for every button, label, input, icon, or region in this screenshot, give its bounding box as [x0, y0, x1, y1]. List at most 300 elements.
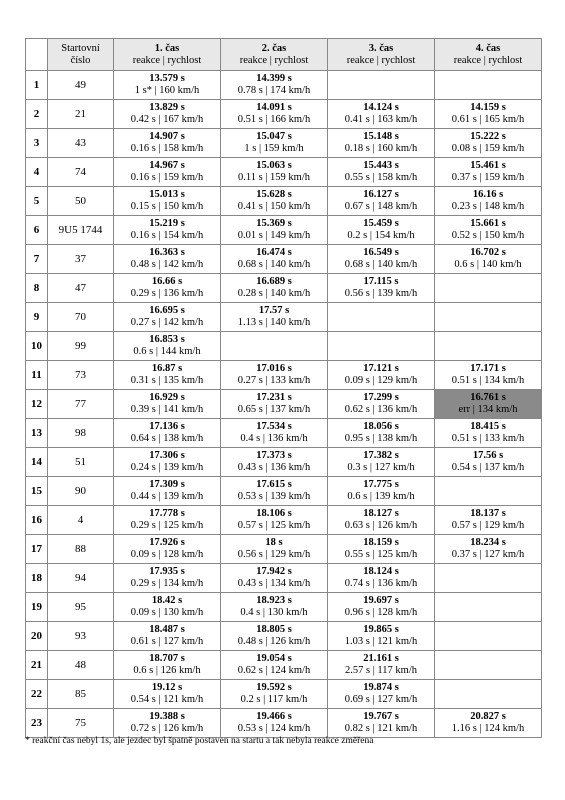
- run-3-cell: [328, 274, 435, 303]
- run-time: 19.874 s: [363, 682, 399, 693]
- run-1-cell: [114, 274, 221, 303]
- run-1-cell: [114, 593, 221, 622]
- run-reaction-speed: 0.64 s | 138 km/h: [130, 433, 204, 444]
- run-time: 19.388 s: [149, 711, 185, 722]
- run-time: 17.534 s: [256, 421, 292, 432]
- rank-cell: 17: [26, 535, 48, 564]
- run-4-cell: [435, 448, 542, 477]
- table-row: [26, 216, 542, 245]
- run-4-cell: [435, 477, 542, 506]
- run-1-cell: [114, 564, 221, 593]
- start-number-cell: 75: [48, 709, 114, 738]
- run-2-cell: [221, 158, 328, 187]
- run-reaction-speed: 0.96 s | 128 km/h: [344, 607, 418, 618]
- table-row: [26, 187, 542, 216]
- run-3-cell: [328, 419, 435, 448]
- rank-cell: 5: [26, 187, 48, 216]
- run-1-cell: [114, 71, 221, 100]
- run-time: 18.234 s: [470, 537, 506, 548]
- run-time: 16.929 s: [149, 392, 185, 403]
- run-2-cell: [221, 187, 328, 216]
- run-2-cell: [221, 390, 328, 419]
- run-2-cell: [221, 680, 328, 709]
- run-reaction-speed: 0.27 s | 142 km/h: [130, 317, 204, 328]
- run-1-cell: [114, 129, 221, 158]
- run-3-cell: [328, 216, 435, 245]
- run-reaction-speed: 0.65 s | 137 km/h: [237, 404, 311, 415]
- run-1-cell: [114, 187, 221, 216]
- run-reaction-speed: 0.67 s | 148 km/h: [344, 201, 418, 212]
- run-time: 18 s: [265, 537, 283, 548]
- run-4-cell: [435, 535, 542, 564]
- run-reaction-speed: 0.44 s | 139 km/h: [130, 491, 204, 502]
- run-3-cell: [328, 129, 435, 158]
- run-1-cell: [114, 535, 221, 564]
- run-4-cell: [435, 361, 542, 390]
- table-row: [26, 477, 542, 506]
- run-reaction-speed: 0.72 s | 126 km/h: [130, 723, 204, 734]
- run-reaction-speed: 0.51 s | 166 km/h: [237, 114, 311, 125]
- run-3-cell: [328, 448, 435, 477]
- run-3-cell: [328, 158, 435, 187]
- run-reaction-speed: 0.62 s | 124 km/h: [237, 665, 311, 676]
- run-time: 17.775 s: [363, 479, 399, 490]
- run-time: 16.853 s: [149, 334, 185, 345]
- run-time: 16.695 s: [149, 305, 185, 316]
- start-number-cell: 99: [48, 332, 114, 361]
- run-4-cell: [435, 332, 542, 361]
- run-3-cell: [328, 303, 435, 332]
- run-reaction-speed: 1.16 s | 124 km/h: [451, 723, 525, 734]
- start-number-cell: 9U5 1744: [48, 216, 114, 245]
- run-time: 19.865 s: [363, 624, 399, 635]
- run-reaction-speed: 0.4 s | 130 km/h: [240, 607, 308, 618]
- rank-cell: 4: [26, 158, 48, 187]
- run-1-cell: [114, 651, 221, 680]
- run-1-cell: [114, 361, 221, 390]
- run-reaction-speed: 0.6 s | 126 km/h: [133, 665, 201, 676]
- run-2-cell: [221, 216, 328, 245]
- run-time: 15.047 s: [256, 131, 292, 142]
- rank-cell: 7: [26, 245, 48, 274]
- rank-cell: 3: [26, 129, 48, 158]
- run-time: 16.474 s: [256, 247, 292, 258]
- rank-cell: 18: [26, 564, 48, 593]
- run-time: 17.171 s: [470, 363, 506, 374]
- run-reaction-speed: 1.13 s | 140 km/h: [237, 317, 311, 328]
- run-time: 15.661 s: [470, 218, 506, 229]
- run-time: 19.697 s: [363, 595, 399, 606]
- table-row: [26, 622, 542, 651]
- run-reaction-speed: 0.37 s | 127 km/h: [451, 549, 525, 560]
- run-reaction-speed: 0.53 s | 124 km/h: [237, 723, 311, 734]
- run-time: 18.127 s: [363, 508, 399, 519]
- run-time: 17.016 s: [256, 363, 292, 374]
- run-1-cell: [114, 332, 221, 361]
- rank-cell: 14: [26, 448, 48, 477]
- rank-header: [26, 39, 48, 71]
- run-reaction-speed: 0.61 s | 127 km/h: [130, 636, 204, 647]
- run-reaction-speed: 0.29 s | 136 km/h: [130, 288, 204, 299]
- table-row: [26, 593, 542, 622]
- run-2-cell: [221, 651, 328, 680]
- run-4-cell: [435, 245, 542, 274]
- run-time: 14.124 s: [363, 102, 399, 113]
- start-number-cell: 90: [48, 477, 114, 506]
- run-1-cell: [114, 680, 221, 709]
- run-1-header: 1. čas reakce | rychlost: [114, 39, 221, 71]
- run-1-cell: [114, 622, 221, 651]
- run-time: 16.363 s: [149, 247, 185, 258]
- run-4-cell: [435, 129, 542, 158]
- start-number-cell: 73: [48, 361, 114, 390]
- run-reaction-speed: 0.16 s | 154 km/h: [130, 230, 204, 241]
- start-number-cell: 51: [48, 448, 114, 477]
- rank-cell: 21: [26, 651, 48, 680]
- run-reaction-speed: 0.74 s | 136 km/h: [344, 578, 418, 589]
- start-number-cell: 4: [48, 506, 114, 535]
- run-reaction-speed: 0.6 s | 140 km/h: [454, 259, 522, 270]
- run-3-cell: [328, 361, 435, 390]
- run-4-cell: [435, 187, 542, 216]
- run-time: 19.466 s: [256, 711, 292, 722]
- run-time: 19.054 s: [256, 653, 292, 664]
- run-4-cell: [435, 158, 542, 187]
- run-reaction-speed: 0.55 s | 158 km/h: [344, 172, 418, 183]
- run-4-cell: [435, 216, 542, 245]
- results-table: [25, 38, 542, 738]
- run-reaction-speed: 0.43 s | 136 km/h: [237, 462, 311, 473]
- run-reaction-speed: 0.42 s | 167 km/h: [130, 114, 204, 125]
- rank-cell: 13: [26, 419, 48, 448]
- run-reaction-speed: 0.01 s | 149 km/h: [237, 230, 311, 241]
- run-time: 16.761 s: [470, 392, 506, 403]
- run-time: 13.829 s: [149, 102, 185, 113]
- run-3-cell: [328, 390, 435, 419]
- start-number-cell: 49: [48, 71, 114, 100]
- run-time: 15.461 s: [470, 160, 506, 171]
- run-time: 15.369 s: [256, 218, 292, 229]
- run-reaction-speed: 0.09 s | 128 km/h: [130, 549, 204, 560]
- run-3-cell: [328, 187, 435, 216]
- run-reaction-speed: 0.29 s | 125 km/h: [130, 520, 204, 531]
- run-reaction-speed: 0.43 s | 134 km/h: [237, 578, 311, 589]
- run-2-cell: [221, 593, 328, 622]
- run-reaction-speed: 0.56 s | 139 km/h: [344, 288, 418, 299]
- run-time: 17.299 s: [363, 392, 399, 403]
- start-number-cell: 93: [48, 622, 114, 651]
- run-reaction-speed: 0.61 s | 165 km/h: [451, 114, 525, 125]
- run-1-cell: [114, 448, 221, 477]
- run-reaction-speed: 0.53 s | 139 km/h: [237, 491, 311, 502]
- table-row: [26, 680, 542, 709]
- table-row: [26, 448, 542, 477]
- start-number-cell: 37: [48, 245, 114, 274]
- run-time: 15.628 s: [256, 189, 292, 200]
- run-4-cell: [435, 564, 542, 593]
- start-number-cell: 94: [48, 564, 114, 593]
- start-number-cell: 70: [48, 303, 114, 332]
- run-1-cell: [114, 216, 221, 245]
- run-3-cell: [328, 332, 435, 361]
- rank-cell: 19: [26, 593, 48, 622]
- run-time: 14.399 s: [256, 73, 292, 84]
- run-3-cell: [328, 506, 435, 535]
- run-reaction-speed: 0.41 s | 163 km/h: [344, 114, 418, 125]
- rank-cell: 11: [26, 361, 48, 390]
- run-reaction-speed: 0.48 s | 126 km/h: [237, 636, 311, 647]
- run-reaction-speed: 0.68 s | 140 km/h: [237, 259, 311, 270]
- run-time: 17.121 s: [363, 363, 399, 374]
- run-time: 18.124 s: [363, 566, 399, 577]
- run-time: 17.926 s: [149, 537, 185, 548]
- run-reaction-speed: 0.68 s | 140 km/h: [344, 259, 418, 270]
- footnote: * reakční čas nebyl 1s, ale jezdec byl špatně postaven na startu a tak nebyla reakce změřena: [25, 736, 374, 746]
- run-3-cell: [328, 593, 435, 622]
- run-reaction-speed: 2.57 s | 117 km/h: [344, 665, 417, 676]
- start-number-cell: 48: [48, 651, 114, 680]
- run-time: 16.127 s: [363, 189, 399, 200]
- run-1-cell: [114, 390, 221, 419]
- run-time: 19.592 s: [256, 682, 292, 693]
- table-row: [26, 245, 542, 274]
- start-number-cell: 47: [48, 274, 114, 303]
- table-row: [26, 564, 542, 593]
- run-time: 18.707 s: [149, 653, 185, 664]
- run-2-cell: [221, 564, 328, 593]
- run-reaction-speed: 0.16 s | 158 km/h: [130, 143, 204, 154]
- run-2-cell: [221, 129, 328, 158]
- table-row: [26, 100, 542, 129]
- table-row: [26, 535, 542, 564]
- run-3-cell: [328, 709, 435, 738]
- run-1-cell: [114, 506, 221, 535]
- run-reaction-speed: 0.37 s | 159 km/h: [451, 172, 525, 183]
- rank-cell: 6: [26, 216, 48, 245]
- run-reaction-speed: 0.55 s | 125 km/h: [344, 549, 418, 560]
- run-time: 16.16 s: [472, 189, 504, 200]
- run-1-cell: [114, 709, 221, 738]
- run-reaction-speed: 0.31 s | 135 km/h: [130, 375, 204, 386]
- run-2-cell: [221, 100, 328, 129]
- start-number-header: Startovní číslo: [48, 39, 114, 71]
- run-2-cell: [221, 709, 328, 738]
- run-time: 14.159 s: [470, 102, 506, 113]
- run-reaction-speed: 0.56 s | 129 km/h: [237, 549, 311, 560]
- run-time: 17.136 s: [149, 421, 185, 432]
- rank-cell: 8: [26, 274, 48, 303]
- run-time: 19.767 s: [363, 711, 399, 722]
- start-number-cell: 43: [48, 129, 114, 158]
- run-4-cell: [435, 71, 542, 100]
- run-time: 15.219 s: [149, 218, 185, 229]
- run-time: 17.56 s: [472, 450, 504, 461]
- run-reaction-speed: 0.3 s | 127 km/h: [347, 462, 415, 473]
- run-time: 15.148 s: [363, 131, 399, 142]
- run-reaction-speed: 0.6 s | 139 km/h: [347, 491, 415, 502]
- rank-cell: 10: [26, 332, 48, 361]
- run-time: 14.967 s: [149, 160, 185, 171]
- run-2-cell: [221, 274, 328, 303]
- rank-cell: 9: [26, 303, 48, 332]
- rank-cell: 23: [26, 709, 48, 738]
- run-reaction-speed: 0.95 s | 138 km/h: [344, 433, 418, 444]
- run-3-cell: [328, 564, 435, 593]
- run-time: 17.778 s: [149, 508, 185, 519]
- run-reaction-speed: 0.57 s | 129 km/h: [451, 520, 525, 531]
- run-reaction-speed: 0.51 s | 134 km/h: [451, 375, 525, 386]
- table-row: [26, 71, 542, 100]
- run-reaction-speed: 0.62 s | 136 km/h: [344, 404, 418, 415]
- run-3-cell: [328, 680, 435, 709]
- start-number-cell: 98: [48, 419, 114, 448]
- run-1-cell: [114, 100, 221, 129]
- run-reaction-speed: 0.18 s | 160 km/h: [344, 143, 418, 154]
- run-3-cell: [328, 100, 435, 129]
- table-row: [26, 651, 542, 680]
- run-time: 17.615 s: [256, 479, 292, 490]
- table-row: [26, 332, 542, 361]
- run-reaction-speed: 0.24 s | 139 km/h: [130, 462, 204, 473]
- table-row: [26, 390, 542, 419]
- run-4-header: 4. čas reakce | rychlost: [435, 39, 542, 71]
- rank-cell: 2: [26, 100, 48, 129]
- run-3-cell: [328, 477, 435, 506]
- run-time: 21.161 s: [363, 653, 399, 664]
- run-time: 17.115 s: [363, 276, 399, 287]
- run-1-cell: [114, 158, 221, 187]
- run-time: 16.66 s: [151, 276, 183, 287]
- run-time: 19.12 s: [151, 682, 183, 693]
- table-row: [26, 361, 542, 390]
- run-1-cell: [114, 419, 221, 448]
- run-time: 14.907 s: [149, 131, 185, 142]
- run-reaction-speed: 0.2 s | 154 km/h: [347, 230, 415, 241]
- table-row: [26, 129, 542, 158]
- run-3-cell: [328, 535, 435, 564]
- run-time: 16.702 s: [470, 247, 506, 258]
- run-time: 17.57 s: [258, 305, 290, 316]
- run-time: 18.137 s: [470, 508, 506, 519]
- table-row: [26, 158, 542, 187]
- run-4-cell: [435, 419, 542, 448]
- run-time: 15.013 s: [149, 189, 185, 200]
- run-time: 18.923 s: [256, 595, 292, 606]
- run-2-cell: [221, 361, 328, 390]
- run-reaction-speed: 0.48 s | 142 km/h: [130, 259, 204, 270]
- run-time: 14.091 s: [256, 102, 292, 113]
- run-reaction-speed: 0.4 s | 136 km/h: [240, 433, 308, 444]
- run-2-cell: [221, 622, 328, 651]
- run-reaction-speed: err | 134 km/h: [458, 404, 518, 415]
- run-2-cell: [221, 535, 328, 564]
- run-reaction-speed: 0.15 s | 150 km/h: [130, 201, 204, 212]
- run-4-cell: [435, 303, 542, 332]
- start-number-cell: 21: [48, 100, 114, 129]
- results-body: [26, 71, 542, 738]
- run-time: 15.443 s: [363, 160, 399, 171]
- run-time: 18.487 s: [149, 624, 185, 635]
- run-time: 18.159 s: [363, 537, 399, 548]
- run-reaction-speed: 0.82 s | 121 km/h: [344, 723, 418, 734]
- run-reaction-speed: 0.16 s | 159 km/h: [130, 172, 204, 183]
- run-time: 15.063 s: [256, 160, 292, 171]
- run-time: 16.689 s: [256, 276, 292, 287]
- run-reaction-speed: 0.29 s | 134 km/h: [130, 578, 204, 589]
- run-1-cell: [114, 477, 221, 506]
- run-time: 17.306 s: [149, 450, 185, 461]
- run-time: 18.106 s: [256, 508, 292, 519]
- run-time: 18.42 s: [151, 595, 183, 606]
- run-4-cell: [435, 709, 542, 738]
- rank-cell: 15: [26, 477, 48, 506]
- run-time: 17.942 s: [256, 566, 292, 577]
- run-time: 17.373 s: [256, 450, 292, 461]
- rank-cell: 12: [26, 390, 48, 419]
- run-4-cell: [435, 100, 542, 129]
- run-2-header: 2. čas reakce | rychlost: [221, 39, 328, 71]
- run-time: 13.579 s: [149, 73, 185, 84]
- run-time: 16.87 s: [151, 363, 183, 374]
- rank-cell: 20: [26, 622, 48, 651]
- run-2-cell: [221, 506, 328, 535]
- run-3-header: 3. čas reakce | rychlost: [328, 39, 435, 71]
- run-2-cell: [221, 477, 328, 506]
- run-reaction-speed: 0.6 s | 144 km/h: [133, 346, 201, 357]
- run-time: 18.415 s: [470, 421, 506, 432]
- run-time: 20.827 s: [470, 711, 506, 722]
- run-3-cell: [328, 71, 435, 100]
- start-number-cell: 88: [48, 535, 114, 564]
- run-reaction-speed: 0.69 s | 127 km/h: [344, 694, 418, 705]
- start-number-cell: 77: [48, 390, 114, 419]
- run-reaction-speed: 0.08 s | 159 km/h: [451, 143, 525, 154]
- run-2-cell: [221, 71, 328, 100]
- run-reaction-speed: 0.41 s | 150 km/h: [237, 201, 311, 212]
- run-time: 18.056 s: [363, 421, 399, 432]
- run-reaction-speed: 0.78 s | 174 km/h: [237, 85, 311, 96]
- run-2-cell: [221, 245, 328, 274]
- run-reaction-speed: 0.27 s | 133 km/h: [237, 375, 311, 386]
- run-time: 18.805 s: [256, 624, 292, 635]
- run-4-cell: [435, 506, 542, 535]
- run-1-cell: [114, 303, 221, 332]
- run-reaction-speed: 0.54 s | 137 km/h: [451, 462, 525, 473]
- start-number-cell: 50: [48, 187, 114, 216]
- table-row: [26, 709, 542, 738]
- run-4-cell: [435, 593, 542, 622]
- start-number-cell: 95: [48, 593, 114, 622]
- table-row: [26, 419, 542, 448]
- run-reaction-speed: 0.57 s | 125 km/h: [237, 520, 311, 531]
- run-4-cell: [435, 274, 542, 303]
- table-row: [26, 303, 542, 332]
- run-reaction-speed: 0.09 s | 130 km/h: [130, 607, 204, 618]
- rank-cell: 16: [26, 506, 48, 535]
- rank-cell: 1: [26, 71, 48, 100]
- header-row: [26, 39, 542, 71]
- run-2-cell: [221, 303, 328, 332]
- rank-cell: 22: [26, 680, 48, 709]
- run-time: 17.382 s: [363, 450, 399, 461]
- run-4-cell: [435, 651, 542, 680]
- run-3-cell: [328, 622, 435, 651]
- run-3-cell: [328, 651, 435, 680]
- run-time: 15.222 s: [470, 131, 506, 142]
- run-2-cell: [221, 332, 328, 361]
- run-4-cell: [435, 680, 542, 709]
- run-2-cell: [221, 419, 328, 448]
